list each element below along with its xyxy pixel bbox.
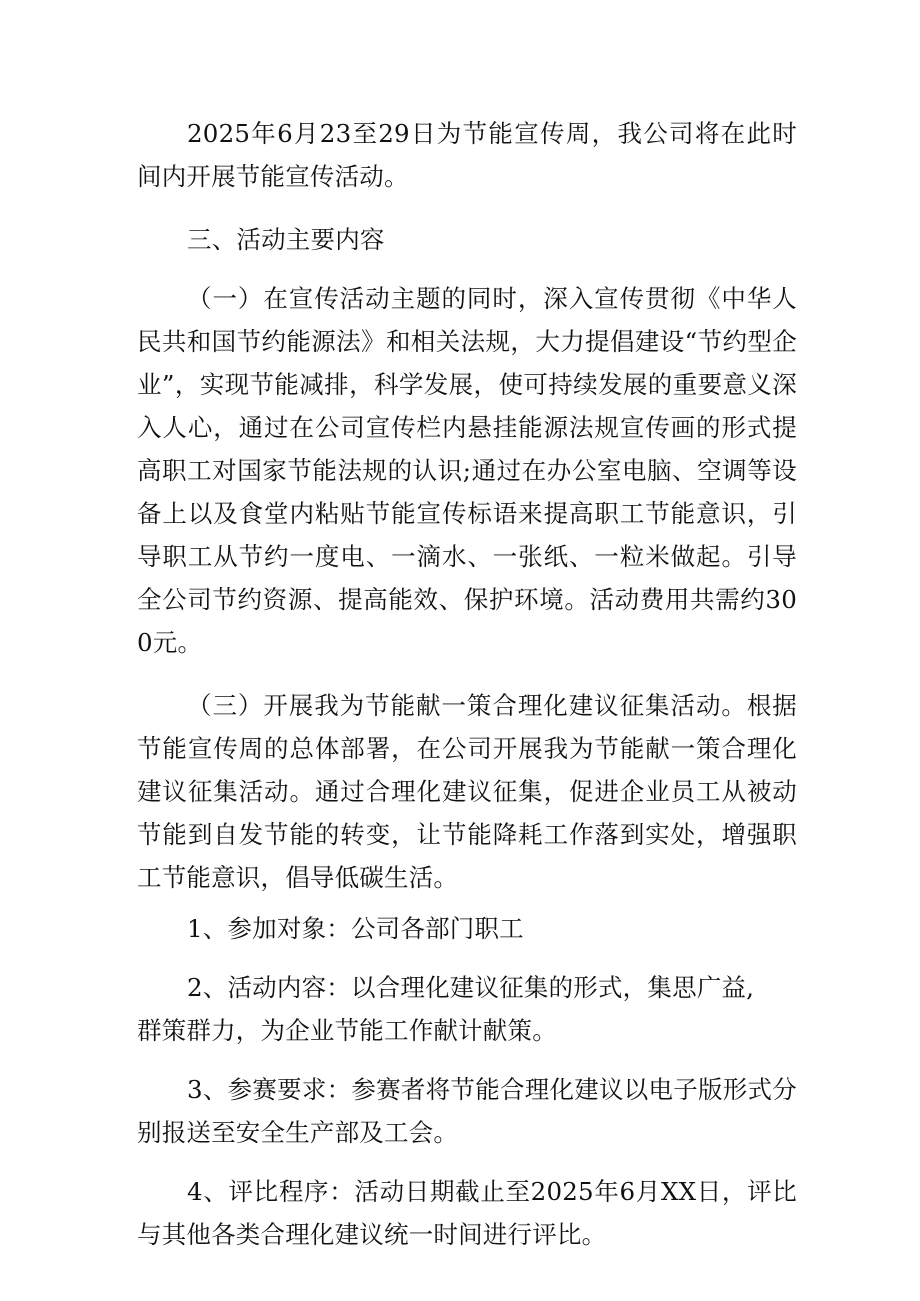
list-item-content: 2、活动内容：以合理化建议征集的形式，集思广益, [187, 973, 755, 1002]
list-item-participants: 1、参加对象：公司各部门职工 [187, 914, 524, 943]
list-item-content-continued: 群策群力，为企业节能工作献计献策。 [137, 1016, 557, 1045]
list-item-evaluation: 4、评比程序：活动日期截止至2025年6月XX日，评比与其他各类合理化建议统一时间进行评比。 [137, 1177, 797, 1249]
paragraph-intro: 2025年6月23至29日为节能宣传周，我公司将在此时间内开展节能宣传活动。 [137, 119, 797, 191]
list-item-requirements: 3、参赛要求：参赛者将节能合理化建议以电子版形式分别报送至安全生产部及工会。 [137, 1075, 797, 1147]
section-heading-3: 三、活动主要内容 [187, 225, 385, 254]
document-body [137, 112, 797, 1256]
paragraph-item-1: （一）在宣传活动主题的同时，深入宣传贯彻《中华人民共和国节约能源法》和相关法规，大力提倡建设“节约型企业”，实现节能减排，科学发展，使可持续发展的重要意义深入人心，通过在公司宣传栏内悬挂能源法规宣传画的形式提高职工对国家节能法规的认识;通过在办公室电脑、空调等设备上以及食堂内粘贴节能宣传标语来提高职工节能意识，引导职工从节约一度电、一滴水、一张纸、一粒米做起。引导全公司节约资源、提高能效、保护环境。活动费用共需约300元。 [137, 284, 797, 657]
paragraph-item-3: （三）开展我为节能献一策合理化建议征集活动。根据节能宣传周的总体部署，在公司开展我为节能献一策合理化建议征集活动。通过合理化建议征集，促进企业员工从被动节能到自发节能的转变，让节能降耗工作落到实处，增强职工节能意识，倡导低碳生活。 [137, 691, 797, 892]
